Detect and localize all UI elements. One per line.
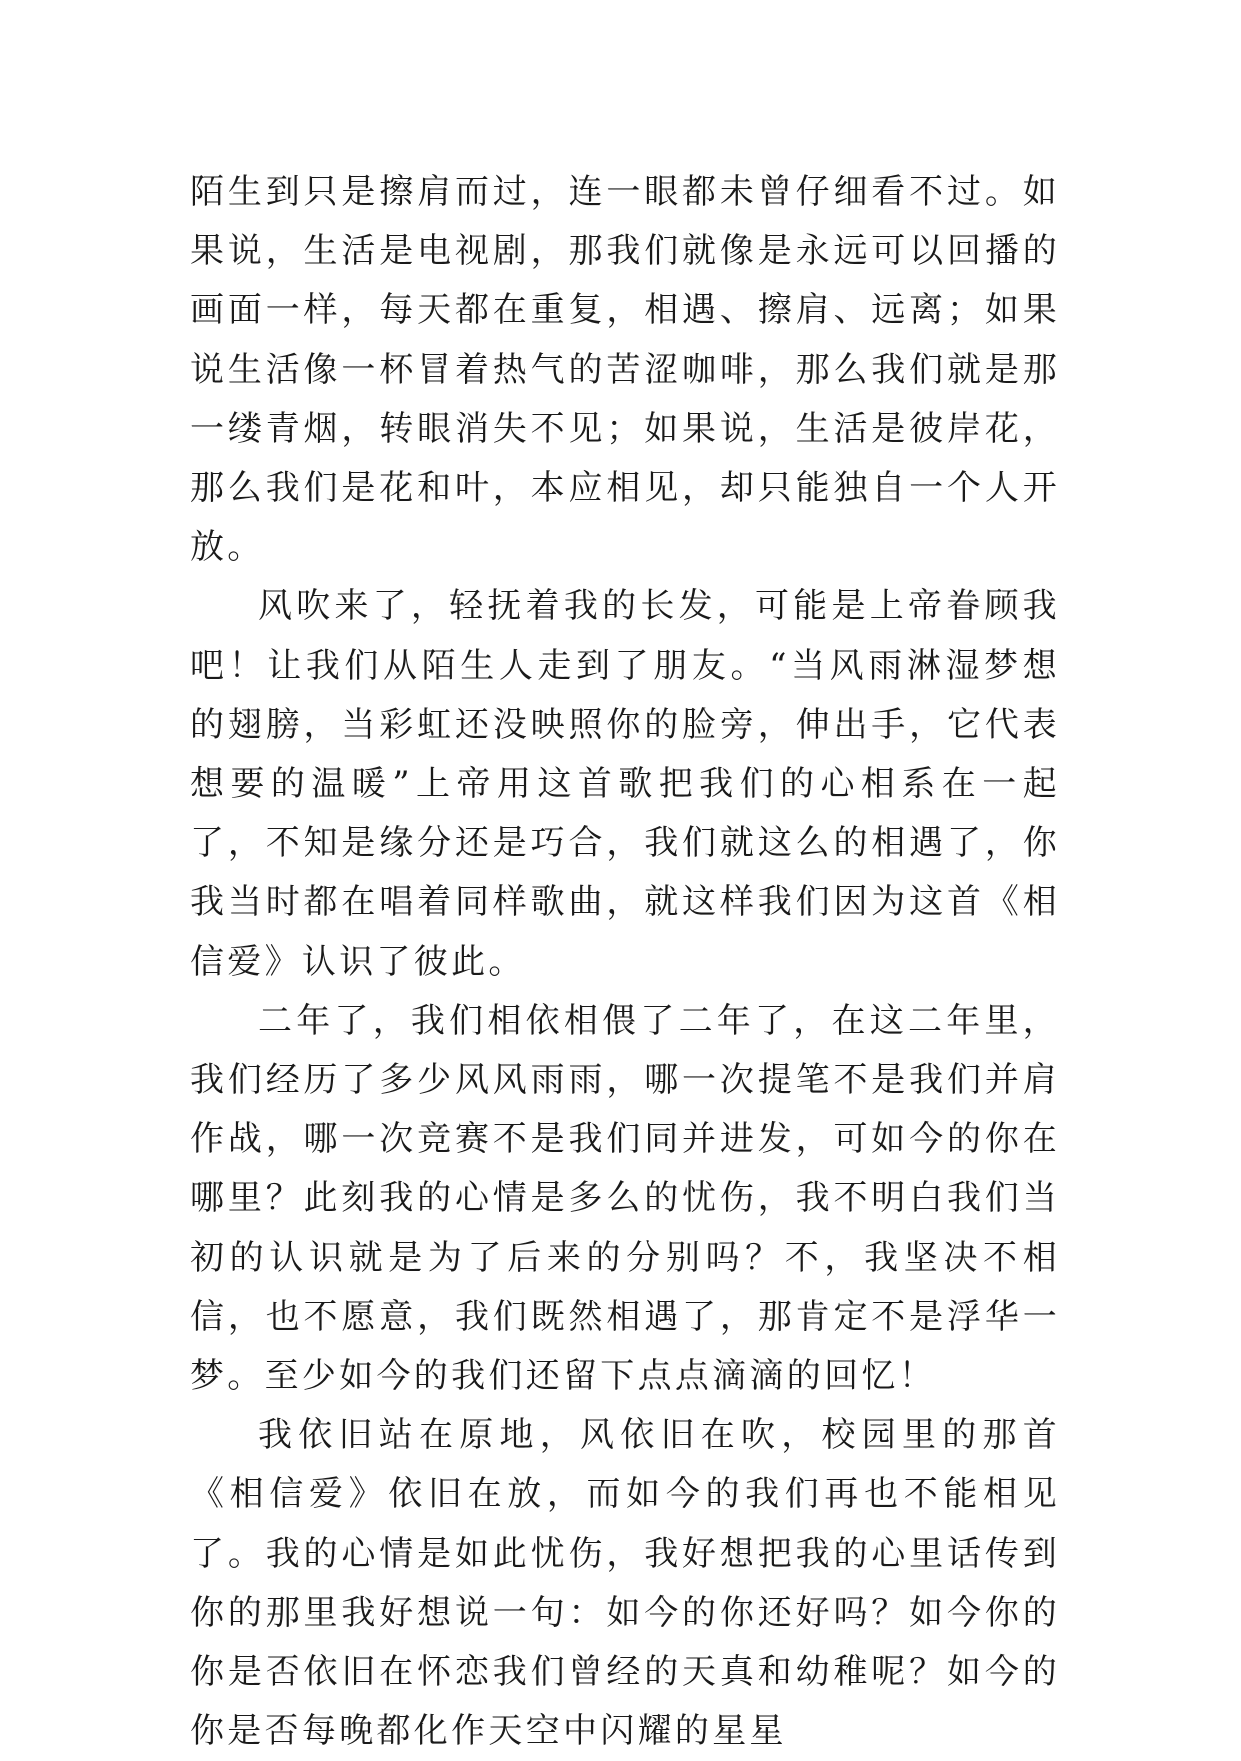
paragraph-4: 我依旧站在原地，风依旧在吹，校园里的那首《相信爱》依旧在放，而如今的我们再也不能相见了。我的心情是如此忧伤，我好想把我的心里话传到你的那里我好想说一句：如今的你还好吗？如今你的你是否依旧在怀恋我们曾经的天真和幼稚呢？如今的你是否每晚都化作天空中闪耀的星星 <box>190 1415 1060 1752</box>
paragraph-1: 陌生到只是擦肩而过，连一眼都未曾仔细看不过。如果说，生活是电视剧，那我们就像是永远可以回播的画面一样，每天都在重复，相遇、擦肩、远离；如果说生活像一杯冒着热气的苦涩咖啡，那么我们就是那一缕青烟，转眼消失不见；如果说，生活是彼岸花，那么我们是花和叶，本应相见，却只能独自一个人开放。 <box>190 172 1060 568</box>
paragraph-3: 二年了，我们相依相偎了二年了，在这二年里，我们经历了多少风风雨雨，哪一次提笔不是我们并肩作战，哪一次竞赛不是我们同并进发，可如今的你在哪里？此刻我的心情是多么的忧伤，我不明白我们当初的认识就是为了后来的分别吗？不，我坚决不相信，也不愿意，我们既然相遇了，那肯定不是浮华一梦。至少如今的我们还留下点点滴滴的回忆！ <box>190 1000 1060 1397</box>
paragraph-2: 风吹来了，轻抚着我的长发，可能是上帝眷顾我吧！让我们从陌生人走到了朋友。“当风雨淋湿梦想的翅膀，当彩虹还没映照你的脸旁，伸出手，它代表想要的温暖”上帝用这首歌把我们的心相系在一起了，不知是缘分还是巧合，我们就这么的相遇了，你我当时都在唱着同样歌曲，就这样我们因为这首《相信爱》认识了彼此。 <box>190 586 1060 982</box>
document-body <box>190 163 1060 1761</box>
